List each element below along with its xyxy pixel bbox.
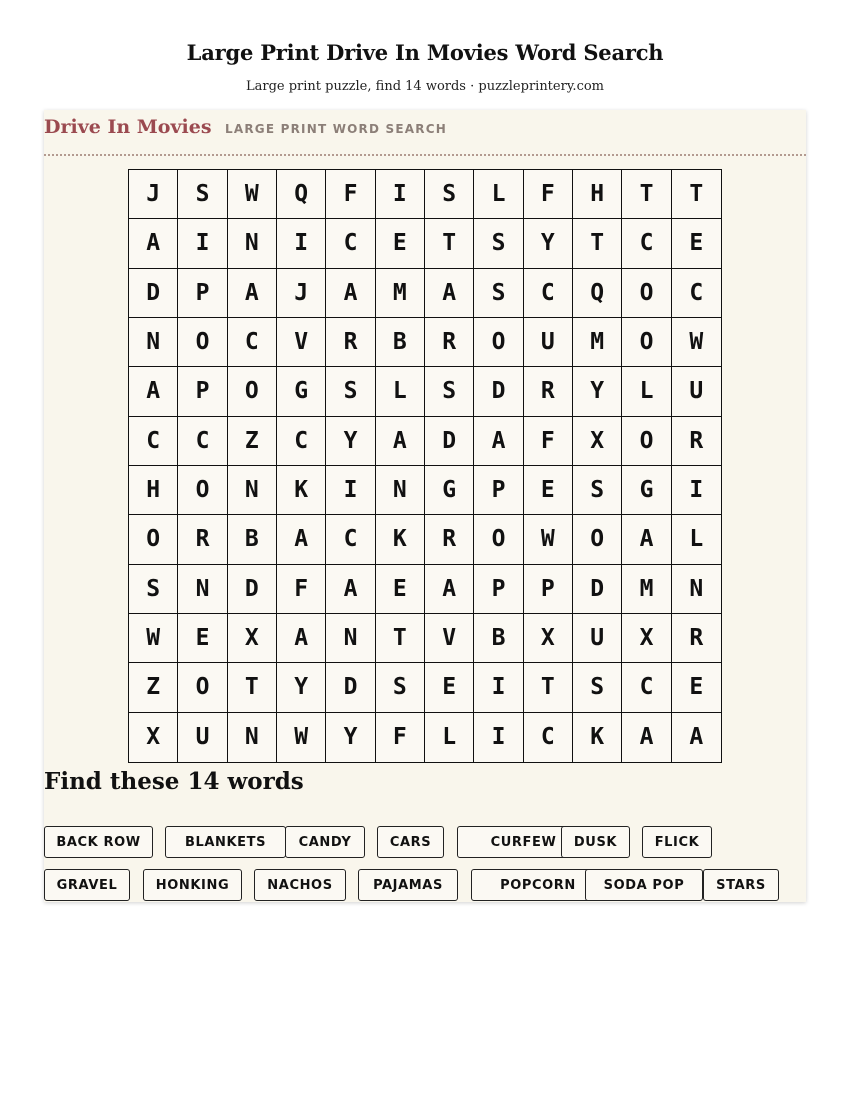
grid-cell[interactable]: O	[474, 318, 523, 367]
grid-cell[interactable]: W	[129, 614, 178, 663]
grid-cell[interactable]: L	[474, 170, 523, 219]
grid-cell[interactable]: W	[524, 515, 573, 564]
grid-cell[interactable]: O	[622, 417, 671, 466]
word-chip: NACHOS	[254, 869, 346, 901]
grid-cell[interactable]: Y	[524, 219, 573, 268]
grid-cell[interactable]: T	[573, 219, 622, 268]
grid-cell[interactable]: A	[376, 417, 425, 466]
grid-cell[interactable]: B	[474, 614, 523, 663]
grid-cell[interactable]: Y	[573, 367, 622, 416]
grid-cell[interactable]: O	[178, 663, 227, 712]
grid-cell[interactable]: E	[376, 565, 425, 614]
grid-cell[interactable]: N	[178, 565, 227, 614]
grid-cell[interactable]: L	[376, 367, 425, 416]
word-chip: FLICK	[642, 826, 712, 858]
grid-cell[interactable]: O	[474, 515, 523, 564]
grid-cell[interactable]: D	[425, 417, 474, 466]
grid-cell[interactable]: D	[228, 565, 277, 614]
grid-cell[interactable]: N	[672, 565, 721, 614]
word-chip: CANDY	[285, 826, 365, 858]
grid-cell[interactable]: Z	[129, 663, 178, 712]
grid-cell[interactable]: E	[425, 663, 474, 712]
grid-cell[interactable]: G	[277, 367, 326, 416]
grid-cell[interactable]: S	[573, 663, 622, 712]
grid-cell[interactable]: Q	[573, 269, 622, 318]
grid-cell[interactable]: E	[376, 219, 425, 268]
grid-cell[interactable]: I	[376, 170, 425, 219]
grid-cell[interactable]: T	[376, 614, 425, 663]
grid-cell[interactable]: I	[672, 466, 721, 515]
grid-cell[interactable]: N	[326, 614, 375, 663]
grid-cell[interactable]: N	[228, 713, 277, 762]
grid-cell[interactable]: T	[425, 219, 474, 268]
grid-cell[interactable]: C	[524, 269, 573, 318]
grid-cell[interactable]: U	[524, 318, 573, 367]
grid-cell[interactable]: K	[376, 515, 425, 564]
grid-cell[interactable]: S	[376, 663, 425, 712]
grid-cell[interactable]: Q	[277, 170, 326, 219]
grid-cell[interactable]: F	[524, 417, 573, 466]
grid-cell[interactable]: A	[129, 367, 178, 416]
grid-cell[interactable]: R	[425, 515, 474, 564]
word-chip: BLANKETS	[165, 826, 286, 858]
grid-cell[interactable]: A	[129, 219, 178, 268]
grid-cell[interactable]: C	[524, 713, 573, 762]
grid-cell[interactable]: S	[425, 367, 474, 416]
grid-cell[interactable]: X	[228, 614, 277, 663]
page-title: Large Print Drive In Movies Word Search	[186, 40, 664, 65]
grid-cell[interactable]: X	[524, 614, 573, 663]
grid-cell[interactable]: P	[474, 466, 523, 515]
grid-cell[interactable]: A	[277, 515, 326, 564]
grid-cell[interactable]: C	[277, 417, 326, 466]
grid-cell[interactable]: O	[178, 466, 227, 515]
grid-cell[interactable]: C	[129, 417, 178, 466]
letter-grid[interactable]	[128, 169, 722, 763]
grid-cell[interactable]: G	[425, 466, 474, 515]
grid-cell[interactable]: K	[573, 713, 622, 762]
word-chip: HONKING	[143, 869, 242, 901]
grid-cell[interactable]: C	[326, 219, 375, 268]
word-chip: BACK ROW	[44, 826, 153, 858]
grid-cell[interactable]: I	[178, 219, 227, 268]
grid-cell[interactable]: P	[524, 565, 573, 614]
grid-cell[interactable]: C	[178, 417, 227, 466]
grid-cell[interactable]: R	[425, 318, 474, 367]
grid-cell[interactable]: U	[178, 713, 227, 762]
grid-cell[interactable]: A	[425, 269, 474, 318]
word-chip: DUSK	[561, 826, 630, 858]
grid-cell[interactable]: A	[277, 614, 326, 663]
grid-cell[interactable]: F	[277, 565, 326, 614]
grid-cell[interactable]: T	[228, 663, 277, 712]
grid-cell[interactable]: A	[326, 269, 375, 318]
grid-cell[interactable]: I	[474, 713, 523, 762]
grid-cell[interactable]: B	[376, 318, 425, 367]
grid-cell[interactable]: V	[277, 318, 326, 367]
grid-cell[interactable]: R	[326, 318, 375, 367]
grid-cell[interactable]: Y	[326, 417, 375, 466]
grid-cell[interactable]: X	[573, 417, 622, 466]
grid-cell[interactable]: F	[376, 713, 425, 762]
grid-cell[interactable]: Z	[228, 417, 277, 466]
grid-cell[interactable]: A	[689, 724, 704, 751]
grid-cell[interactable]: M	[376, 269, 425, 318]
grid-cell[interactable]: S	[474, 269, 523, 318]
word-chip: POPCORN	[471, 869, 605, 901]
grid-cell[interactable]: F	[524, 170, 573, 219]
grid-cell[interactable]: C	[228, 318, 277, 367]
grid-cell[interactable]: A	[622, 515, 671, 564]
grid-cell[interactable]: O	[178, 318, 227, 367]
grid-cell[interactable]: Y	[277, 663, 326, 712]
grid-cell[interactable]: R	[524, 367, 573, 416]
grid-cell[interactable]: N	[376, 466, 425, 515]
grid-cell[interactable]: M	[573, 318, 622, 367]
grid-cell[interactable]: L	[425, 713, 474, 762]
grid-cell[interactable]: S	[425, 170, 474, 219]
word-list-heading: Find these 14 words	[44, 768, 304, 795]
grid-cell[interactable]: V	[425, 614, 474, 663]
grid-cell[interactable]: L	[672, 515, 721, 564]
grid-cell[interactable]: J	[277, 269, 326, 318]
grid-cell[interactable]: O	[622, 269, 671, 318]
grid-cell[interactable]: E	[178, 614, 227, 663]
grid-cell[interactable]: X	[129, 713, 178, 762]
grid-cell[interactable]: K	[277, 466, 326, 515]
grid-cell[interactable]: H	[129, 466, 178, 515]
word-chip: SODA POP	[585, 869, 703, 901]
grid-cell[interactable]: A	[474, 417, 523, 466]
grid-cell[interactable]: D	[326, 663, 375, 712]
puzzle-card	[44, 110, 806, 902]
grid-cell[interactable]: D	[573, 565, 622, 614]
grid-cell[interactable]: X	[622, 614, 671, 663]
grid-cell[interactable]: E	[524, 466, 573, 515]
grid-cell[interactable]: R	[672, 614, 721, 663]
grid-cell[interactable]: I	[474, 663, 523, 712]
grid-cell[interactable]: W	[672, 318, 721, 367]
word-chip: CURFEW	[457, 826, 590, 858]
grid-cell[interactable]: J	[129, 170, 178, 219]
grid-cell[interactable]: O	[573, 515, 622, 564]
grid-cell[interactable]: T	[622, 170, 671, 219]
grid-cell[interactable]: N	[129, 318, 178, 367]
grid-cell[interactable]: D	[129, 269, 178, 318]
grid-cell[interactable]: P	[178, 269, 227, 318]
puzzle-title: Drive In Movies	[44, 116, 212, 138]
grid-cell[interactable]: R	[672, 417, 721, 466]
grid-cell[interactable]: N	[228, 219, 277, 268]
grid-cell[interactable]: D	[474, 367, 523, 416]
grid-cell[interactable]: A	[326, 565, 375, 614]
grid-cell[interactable]: O	[228, 367, 277, 416]
grid-cell[interactable]: W	[277, 713, 326, 762]
grid-cell[interactable]: O	[129, 515, 178, 564]
grid-cell[interactable]: I	[277, 219, 326, 268]
grid-cell[interactable]: C	[622, 663, 671, 712]
word-chip: PAJAMAS	[358, 869, 458, 901]
grid-cell[interactable]: U	[573, 614, 622, 663]
grid-cell[interactable]: A	[622, 713, 671, 762]
grid-cell[interactable]: S	[326, 367, 375, 416]
grid-cell[interactable]: T	[524, 663, 573, 712]
word-chip: GRAVEL	[44, 869, 130, 901]
grid-cell[interactable]: I	[326, 466, 375, 515]
grid-cell[interactable]: E	[672, 219, 721, 268]
grid-cell[interactable]: F	[326, 170, 375, 219]
grid-cell[interactable]: H	[573, 170, 622, 219]
grid-cell[interactable]: S	[474, 219, 523, 268]
grid-cell[interactable]: P	[178, 367, 227, 416]
grid-cell[interactable]: C	[622, 219, 671, 268]
word-chip: CARS	[377, 826, 444, 858]
word-chip: STARS	[703, 869, 779, 901]
grid-cell[interactable]: S	[178, 170, 227, 219]
grid-cell[interactable]: S	[573, 466, 622, 515]
puzzle-header	[44, 110, 806, 156]
grid-cell[interactable]: P	[474, 565, 523, 614]
grid-cell[interactable]: W	[228, 170, 277, 219]
grid-cell[interactable]: B	[228, 515, 277, 564]
grid-cell[interactable]: L	[622, 367, 671, 416]
grid-cell[interactable]: R	[178, 515, 227, 564]
grid-cell[interactable]: C	[326, 515, 375, 564]
grid-cell[interactable]: E	[672, 663, 721, 712]
page-subtitle: Large print puzzle, find 14 words · puzzleprintery.com	[245, 79, 605, 94]
grid-cell[interactable]: U	[672, 367, 721, 416]
grid-cell[interactable]: O	[622, 318, 671, 367]
grid-cell[interactable]: N	[228, 466, 277, 515]
grid-cell[interactable]: Y	[326, 713, 375, 762]
grid-cell[interactable]: C	[672, 269, 721, 318]
grid-cell[interactable]: T	[672, 170, 721, 219]
grid-cell[interactable]: M	[622, 565, 671, 614]
grid-cell[interactable]: G	[622, 466, 671, 515]
grid-cell[interactable]: S	[129, 565, 178, 614]
puzzle-kicker: LARGE PRINT WORD SEARCH	[225, 122, 447, 136]
grid-cell[interactable]: A	[228, 269, 277, 318]
grid-cell[interactable]: A	[425, 565, 474, 614]
